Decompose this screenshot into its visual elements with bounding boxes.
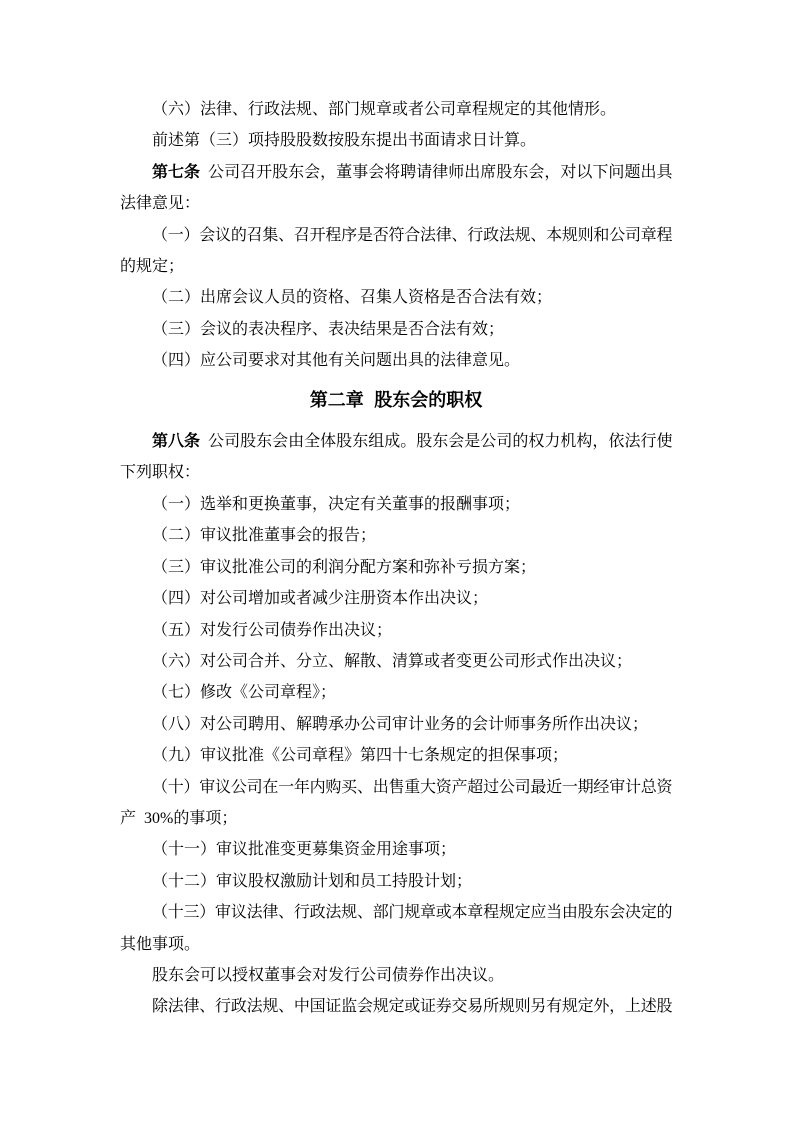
document-text-line: 的规定； xyxy=(120,258,185,276)
document-text-line: （三）审议批准公司的利润分配方案和弥补亏损方案； xyxy=(152,558,537,576)
document-text-line: （十）审议公司在一年内购买、出售重大资产超过公司最近一期经审计总资 xyxy=(152,778,672,796)
document-text-line: （十三）审议法律、行政法规、部门规章或本章程规定应当由股东会决定的 xyxy=(152,904,672,922)
document-text-line: （一）会议的召集、召开程序是否符合法律、行政法规、本规则和公司章程 xyxy=(152,226,672,244)
document-text-line: （六）对公司合并、分立、解散、清算或者变更公司形式作出决议； xyxy=(152,652,633,670)
article-number: 第八条 xyxy=(152,433,201,451)
document-text-line: （一）选举和更换董事，决定有关董事的报酬事项； xyxy=(152,495,521,513)
document-text-line: 下列职权： xyxy=(120,464,201,482)
article-number: 第七条 xyxy=(152,163,201,181)
document-text-line: 前述第（三）项持股股数按股东提出书面请求日计算。 xyxy=(152,132,537,150)
document-text-line: （三）会议的表决程序、表决结果是否合法有效； xyxy=(152,320,505,338)
document-text-line: （四）应公司要求对其他有关问题出具的法律意见。 xyxy=(152,352,521,370)
document-text-line: 除法律、行政法规、中国证监会规定或证券交易所规则另有规定外，上述股 xyxy=(152,998,672,1016)
chapter-heading: 第二章 股东会的职权 xyxy=(309,389,483,410)
document-text-line: 第七条 公司召开股东会，董事会将聘请律师出席股东会，对以下问题出具 xyxy=(152,163,672,181)
document-body xyxy=(120,0,672,1023)
document-text-line: （六）法律、行政法规、部门规章或者公司章程规定的其他情形。 xyxy=(152,101,617,118)
document-text-line: 其他事项。 xyxy=(120,935,201,953)
document-text-line: 第八条 公司股东会由全体股东组成。股东会是公司的权力机构，依法行使 xyxy=(152,433,672,451)
document-text-line: （十一）审议批准变更募集资金用途事项； xyxy=(152,841,457,859)
document-text-line: （五）对发行公司债券作出决议； xyxy=(152,621,393,639)
document-text-line: 产 30%的事项； xyxy=(120,809,238,827)
document-text-line: （十二）审议股权激励计划和员工持股计划； xyxy=(152,872,473,890)
document-text-line: （八）对公司聘用、解聘承办公司审计业务的会计师事务所作出决议； xyxy=(152,715,649,733)
document-text-line: （九）审议批准《公司章程》第四十七条规定的担保事项； xyxy=(152,747,569,765)
document-text-line: 股东会可以授权董事会对发行公司债券作出决议。 xyxy=(152,966,505,984)
document-text-line: （七）修改《公司章程》； xyxy=(152,684,337,702)
document-text-line: （二）出席会议人员的资格、召集人资格是否合法有效； xyxy=(152,289,553,307)
document-text-line: （二）审议批准董事会的报告； xyxy=(152,527,377,545)
document-text-line: 法律意见： xyxy=(120,195,201,213)
document-text-line: （四）对公司增加或者减少注册资本作出决议； xyxy=(152,590,489,608)
